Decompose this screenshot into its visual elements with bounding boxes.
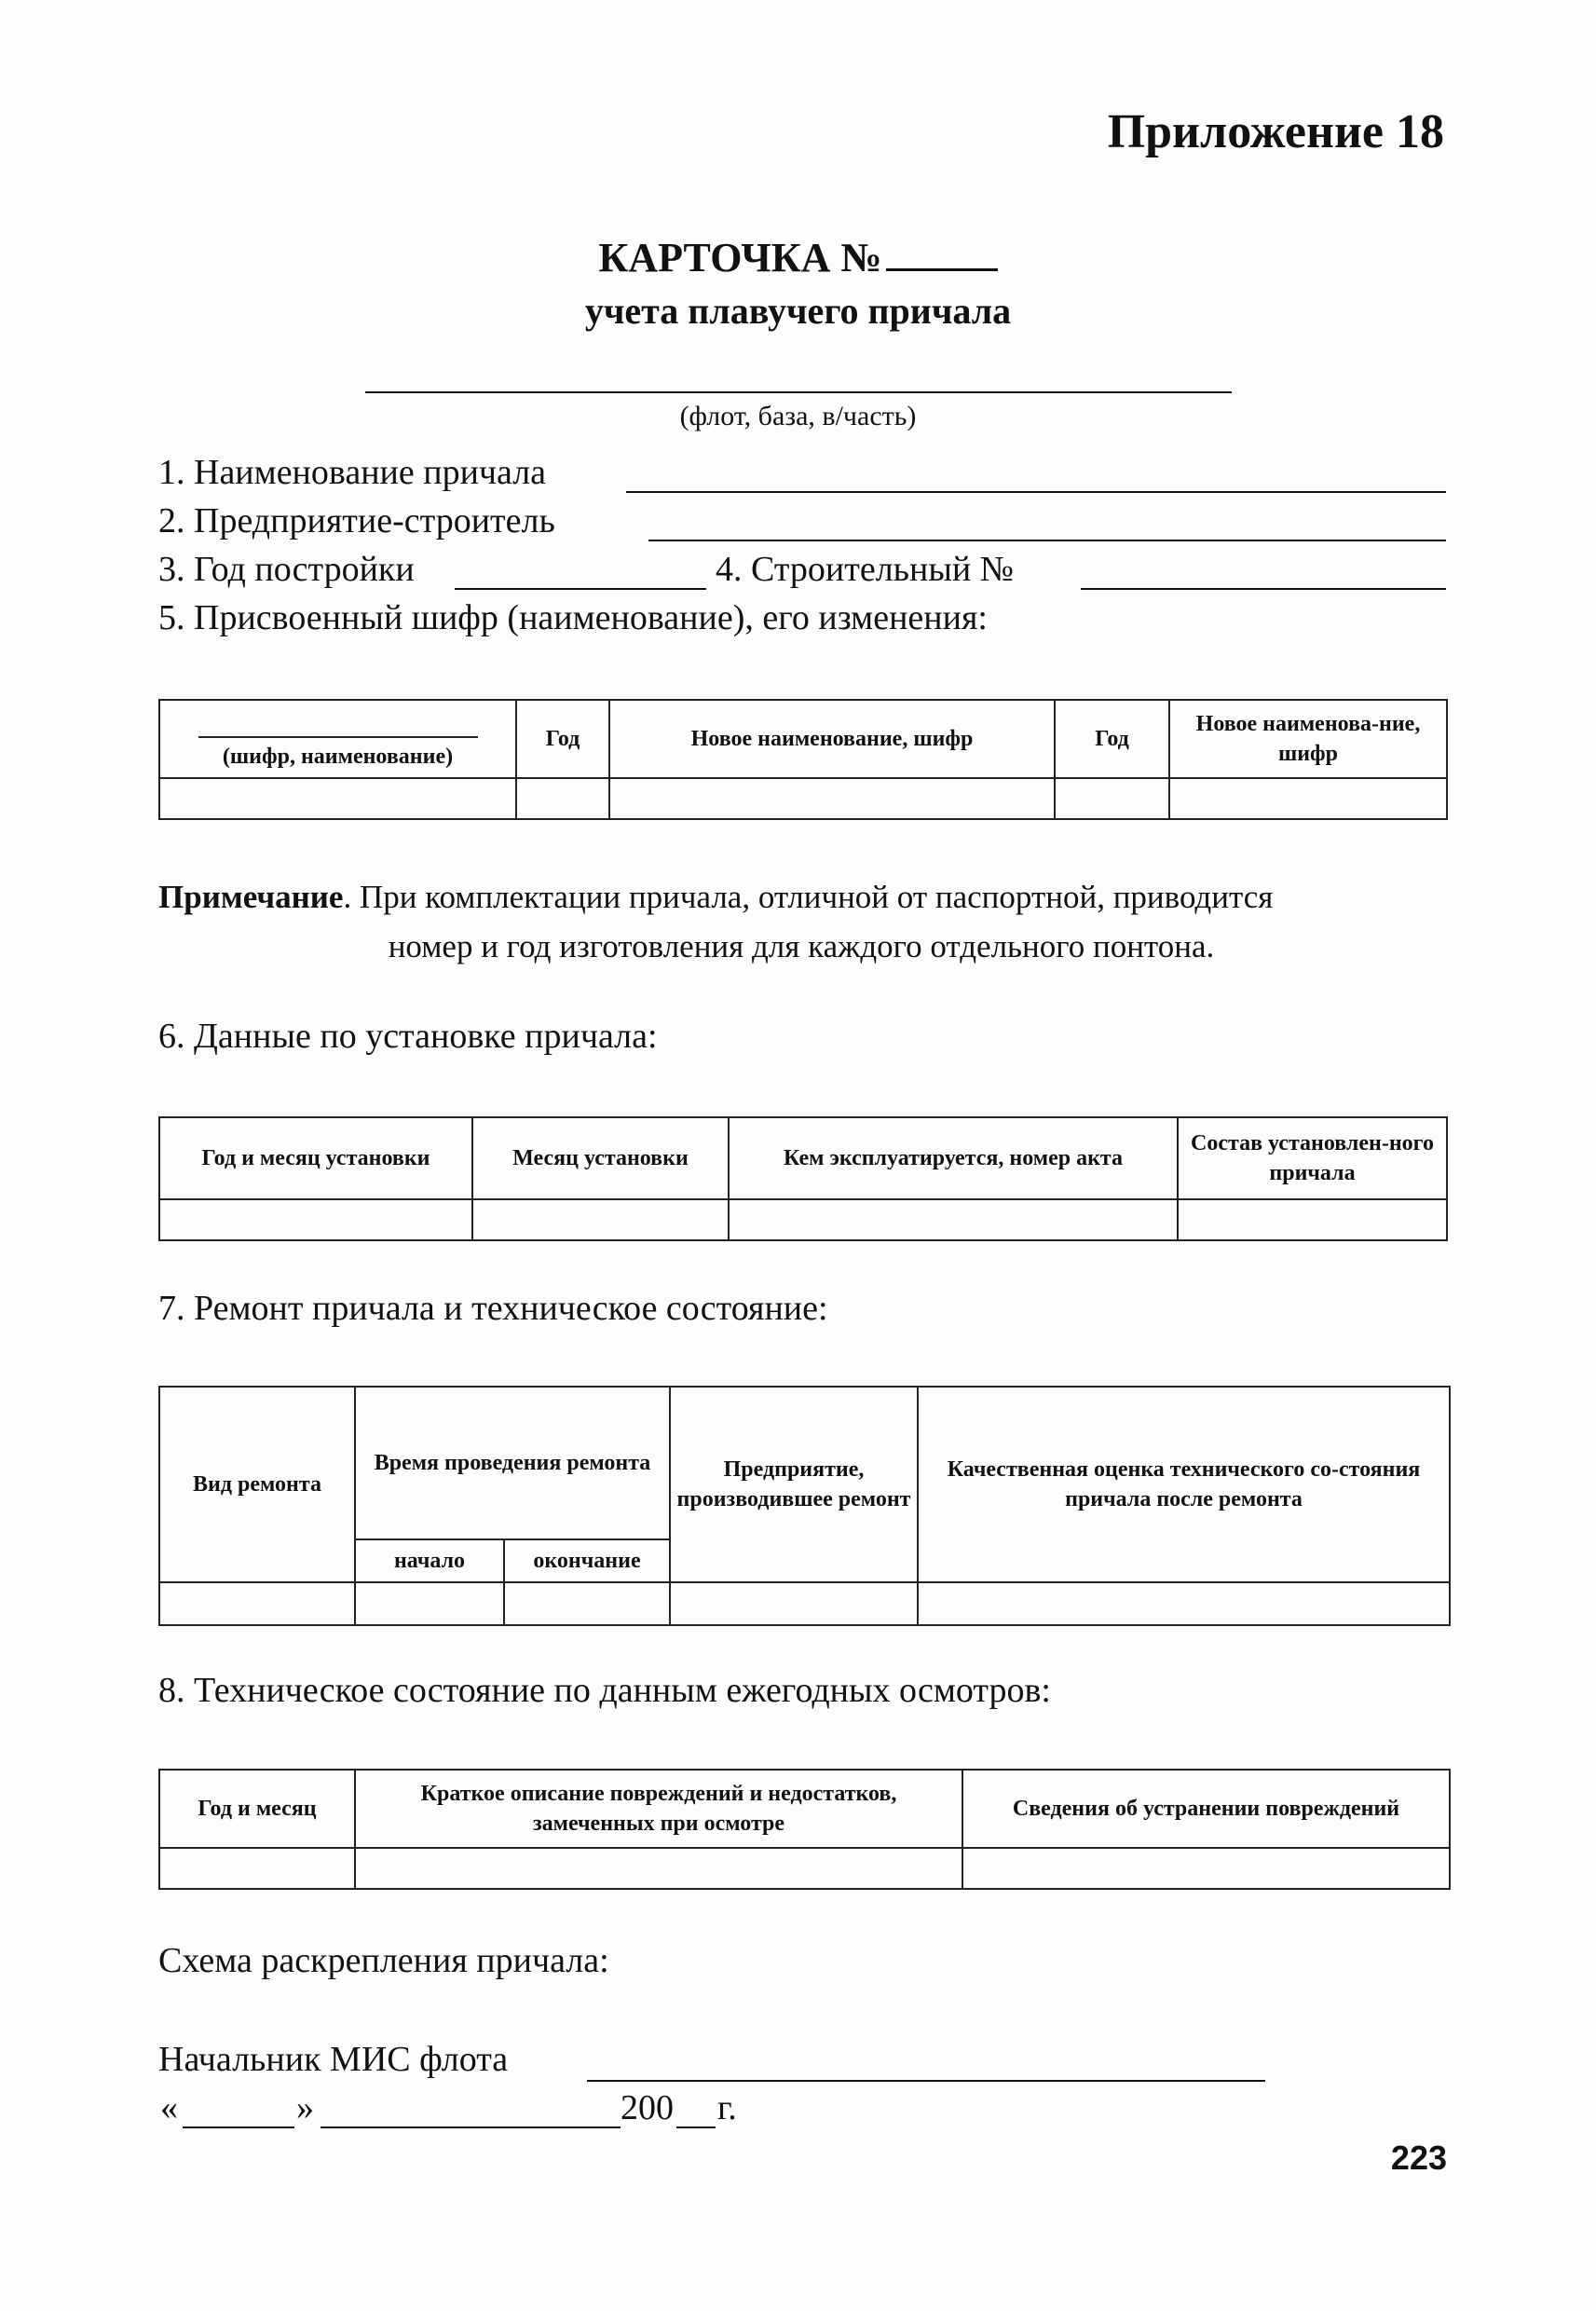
table-cell[interactable] xyxy=(1178,1199,1447,1240)
table-header-cell: Вид ремонта xyxy=(159,1387,355,1582)
table-header-cell: Краткое описание повреждений и недостатков, замеченных при осмотре xyxy=(355,1770,962,1848)
table-header-cell: Год xyxy=(516,700,609,778)
table-header-cell: Год и месяц установки xyxy=(159,1117,472,1199)
table-header-cell: Предприятие, производившее ремонт xyxy=(670,1387,918,1582)
table-row xyxy=(159,1770,1450,1848)
date-month-blank[interactable] xyxy=(321,2126,621,2128)
note-label: Примечание xyxy=(158,879,344,915)
table-header-cell: Кем эксплуатируется, номер акта xyxy=(729,1117,1178,1199)
table-header-cell: окончание xyxy=(504,1539,670,1582)
table-row xyxy=(159,1848,1450,1889)
table-cell[interactable] xyxy=(504,1582,670,1625)
installation-table xyxy=(158,1116,1448,1241)
table-cell[interactable] xyxy=(516,778,609,819)
card-title xyxy=(0,233,1596,281)
field-build-number-label: 4. Строительный № xyxy=(716,550,1014,589)
field-build-year-label: 3. Год постройки xyxy=(158,550,415,589)
table-header-cell: Месяц установки xyxy=(472,1117,729,1199)
table-row xyxy=(159,778,1447,819)
table-cell[interactable] xyxy=(159,1582,355,1625)
table-cell[interactable] xyxy=(729,1199,1178,1240)
field-builder-blank[interactable] xyxy=(648,540,1446,541)
cipher-table xyxy=(158,699,1448,820)
table-cell[interactable] xyxy=(159,1199,472,1240)
table-row xyxy=(159,1199,1447,1240)
note xyxy=(158,872,1444,971)
card-subtitle: учета плавучего причала xyxy=(584,290,1012,332)
table-cell[interactable] xyxy=(355,1848,962,1889)
table-cell[interactable] xyxy=(472,1199,729,1240)
field-builder-label: 2. Предприятие-строитель xyxy=(158,501,555,540)
table-header-cell: Сведения об устранении повреждений xyxy=(962,1770,1450,1848)
table-cell[interactable] xyxy=(159,1848,355,1889)
table-header-cell: Год и месяц xyxy=(159,1770,355,1848)
table-cell[interactable] xyxy=(1169,778,1447,819)
field-build-year-blank[interactable] xyxy=(455,588,706,590)
appendix-label: Приложение 18 xyxy=(1107,105,1444,158)
table-header-cell: Качественная оценка технического со-стояния причала после ремонта xyxy=(918,1387,1450,1582)
scheme-label: Схема раскрепления причала: xyxy=(158,1941,609,1980)
section8-title: 8. Техническое состояние по данным ежегодных осмотров: xyxy=(158,1671,1051,1710)
date-quote-open: « xyxy=(160,2088,178,2127)
inspection-table xyxy=(158,1769,1451,1890)
signature-label: Начальник МИС флота xyxy=(158,2040,509,2079)
card-number-blank[interactable] xyxy=(886,233,998,271)
table-row xyxy=(159,1387,1450,1539)
field-cipher-label: 5. Присвоенный шифр (наименование), его изменения: xyxy=(158,598,988,637)
table-cell[interactable] xyxy=(159,778,516,819)
section7-title: 7. Ремонт причала и техническое состояние: xyxy=(158,1289,828,1328)
signature-blank[interactable] xyxy=(587,2080,1265,2082)
field-berth-name-label: 1. Наименование причала xyxy=(158,453,547,492)
table-header-cell: Новое наименова-ние, шифр xyxy=(1169,700,1447,778)
date-quote-close: » xyxy=(296,2088,314,2127)
org-caption: (флот, база, в/часть) xyxy=(679,401,917,431)
table-row xyxy=(159,1582,1450,1625)
table-cell[interactable] xyxy=(609,778,1055,819)
table-header-cell: Год xyxy=(1055,700,1169,778)
table-header-cell: Новое наименование, шифр xyxy=(609,700,1055,778)
date-year-suffix: г. xyxy=(717,2088,737,2127)
date-day-blank[interactable] xyxy=(183,2126,294,2128)
date-year-prefix: 200 xyxy=(621,2088,674,2127)
repair-table xyxy=(158,1386,1451,1626)
table-header-cell: (шифр, наименование) xyxy=(159,700,516,778)
field-berth-name-blank[interactable] xyxy=(626,491,1446,493)
note-text-line1: . При комплектации причала, отличной от паспортной, приводится xyxy=(343,879,1274,915)
table-cell[interactable] xyxy=(1055,778,1169,819)
table-header-cell: начало xyxy=(355,1539,504,1582)
section6-title: 6. Данные по установке причала: xyxy=(158,1017,658,1056)
table-row xyxy=(159,1117,1447,1199)
card-title-text: КАРТОЧКА № xyxy=(598,235,882,280)
page-number: 223 xyxy=(1390,2139,1447,2177)
field-build-number-blank[interactable] xyxy=(1081,588,1446,590)
note-text-line2: номер и год изготовления для каждого отдельного понтона. xyxy=(388,928,1215,964)
date-year-blank[interactable] xyxy=(676,2126,716,2128)
table-cell[interactable] xyxy=(918,1582,1450,1625)
table-cell[interactable] xyxy=(670,1582,918,1625)
table-cell[interactable] xyxy=(962,1848,1450,1889)
table-header-cell: Время проведения ремонта xyxy=(355,1387,670,1539)
table-cell[interactable] xyxy=(355,1582,504,1625)
org-blank-line[interactable] xyxy=(365,391,1232,393)
table-header-cell: Состав установлен-ного причала xyxy=(1178,1117,1447,1199)
table-row xyxy=(159,700,1447,778)
